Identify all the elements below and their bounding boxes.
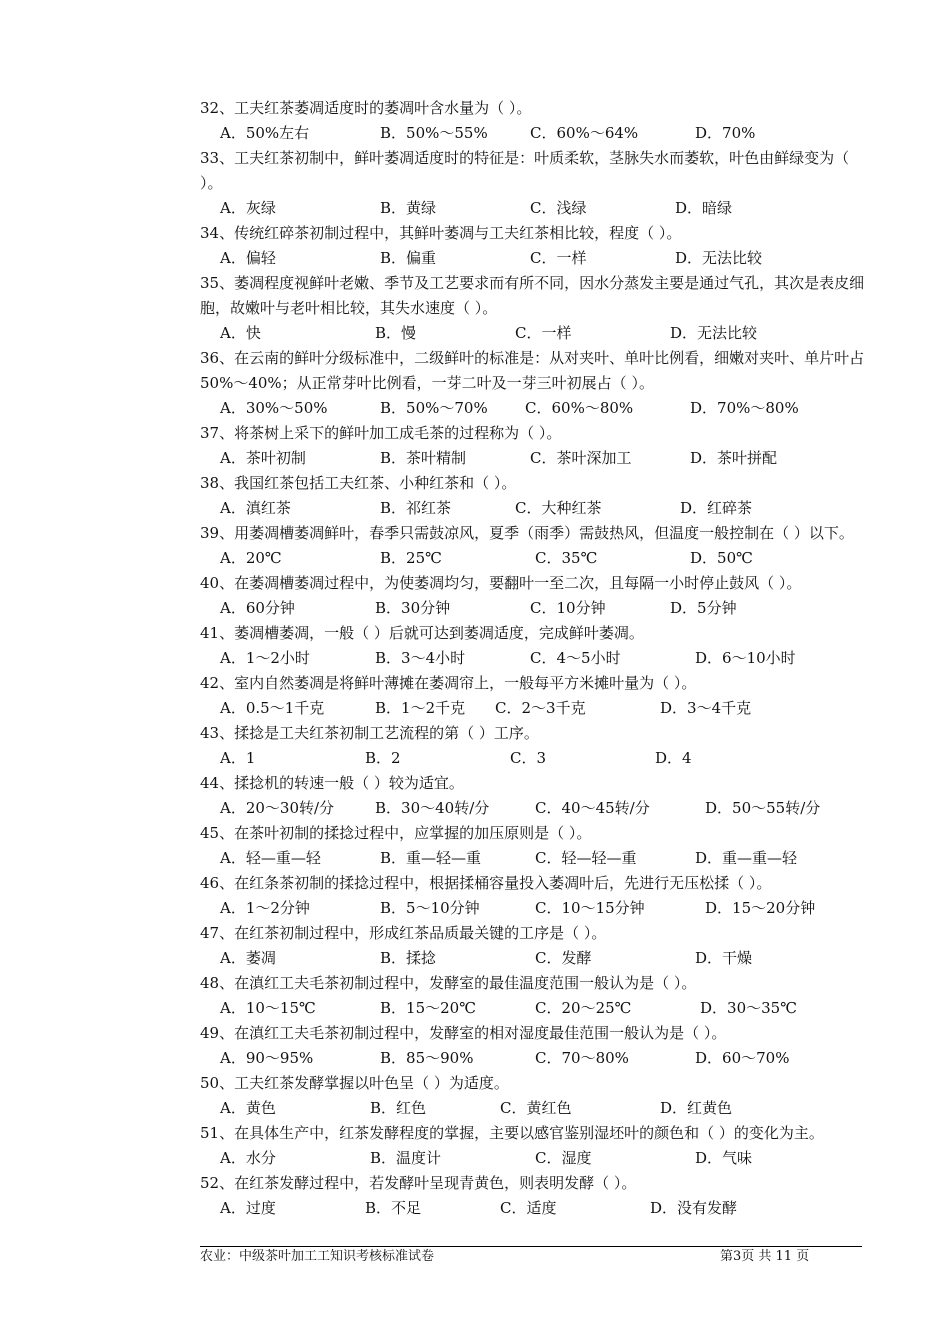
answer-option: A．1～2小时 [220, 649, 310, 667]
answer-option: A．1～2分钟 [220, 899, 310, 917]
answer-option: A．滇红茶 [220, 499, 291, 517]
answer-option: C．20～25℃ [535, 999, 632, 1017]
answer-option: C．轻—轻—重 [535, 849, 637, 867]
question-item [200, 871, 880, 921]
answer-option: C．3 [510, 749, 547, 767]
question-text: 38、我国红茶包括工夫红茶、小种红茶和（ ）。 [200, 474, 517, 492]
answer-option: B．祁红茶 [380, 499, 452, 517]
option-row [200, 396, 880, 421]
answer-option: D．70% [695, 124, 756, 142]
answer-option: B．50%～55% [380, 124, 488, 142]
answer-option: C．适度 [500, 1199, 557, 1217]
answer-option: A．10～15℃ [220, 999, 316, 1017]
question-item [200, 1121, 880, 1171]
question-text: 44、揉捻机的转速一般（ ）较为适宜。 [200, 774, 464, 792]
answer-option: D．气味 [695, 1149, 753, 1167]
answer-option: B．30～40转/分 [375, 799, 490, 817]
option-row [200, 196, 880, 221]
question-text: 32、工夫红茶萎凋适度时的萎凋叶含水量为（ ）。 [200, 99, 532, 117]
question-list [200, 96, 880, 1221]
answer-option: A．0.5～1千克 [220, 699, 325, 717]
option-row [200, 796, 880, 821]
option-row [200, 121, 880, 146]
answer-option: D．50～55转/分 [705, 799, 821, 817]
answer-option: D．3～4千克 [660, 699, 752, 717]
option-row [200, 1096, 880, 1121]
answer-option: A．偏轻 [220, 249, 276, 267]
answer-option: C．10分钟 [530, 599, 606, 617]
question-item [200, 521, 880, 571]
answer-option: A．90～95% [220, 1049, 314, 1067]
option-row [200, 246, 880, 271]
option-row [200, 846, 880, 871]
answer-option: C．60%～64% [530, 124, 639, 142]
question-text: 41、萎凋槽萎凋，一般（ ）后就可达到萎凋适度，完成鲜叶萎凋。 [200, 624, 644, 642]
answer-option: D．15～20分钟 [705, 899, 816, 917]
option-row [200, 496, 880, 521]
answer-option: B．偏重 [380, 249, 437, 267]
question-item [200, 721, 880, 771]
answer-option: A．快 [220, 324, 261, 342]
question-item [200, 821, 880, 871]
footer-title: 农业：中级茶叶加工工知识考核标准试卷 [200, 1249, 435, 1264]
question-item [200, 571, 880, 621]
question-item [200, 1171, 880, 1221]
answer-option: B．揉捻 [380, 949, 437, 967]
answer-option: A．轻—重—轻 [220, 849, 321, 867]
answer-option: A．灰绿 [220, 199, 276, 217]
answer-option: D．70%～80% [690, 399, 799, 417]
question-item [200, 421, 880, 471]
question-item [200, 621, 880, 671]
answer-option: C．浅绿 [530, 199, 587, 217]
answer-option: C．40～45转/分 [535, 799, 650, 817]
question-item [200, 1071, 880, 1121]
answer-option: A．50%左右 [220, 124, 310, 142]
question-text: 43、揉捻是工夫红茶初制工艺流程的第（ ）工序。 [200, 724, 539, 742]
question-item [200, 221, 880, 271]
option-row [200, 1196, 880, 1221]
answer-option: B．重—轻—重 [380, 849, 482, 867]
option-row [200, 646, 880, 671]
option-row [200, 1146, 880, 1171]
answer-option: D．没有发酵 [650, 1199, 738, 1217]
question-text: 34、传统红碎茶初制过程中，其鲜叶萎凋与工夫红茶相比较，程度（ ）。 [200, 224, 682, 242]
question-text: 35、萎凋程度视鲜叶老嫩、季节及工艺要求而有所不同，因水分蒸发主要是通过气孔，其次是表皮细胞，故嫩叶与老叶相比较，其失水速度（ ）。 [200, 274, 865, 317]
question-text: 39、用萎凋槽萎凋鲜叶，春季只需鼓凉风，夏季（雨季）需鼓热风，但温度一般控制在（ ）以下。 [200, 524, 854, 542]
answer-option: D．无法比较 [675, 249, 763, 267]
answer-option: C．发酵 [535, 949, 592, 967]
question-text: 33、工夫红茶初制中，鲜叶萎凋适度时的特征是：叶质柔软，茎脉失水而萎软，叶色由鲜绿变为（ ）。 [200, 149, 850, 192]
answer-option: C．茶叶深加工 [530, 449, 632, 467]
answer-option: D．重—重—轻 [695, 849, 798, 867]
question-text: 45、在茶叶初制的揉捻过程中，应掌握的加压原则是（ ）。 [200, 824, 592, 842]
answer-option: A．过度 [220, 1199, 276, 1217]
question-text: 49、在滇红工夫毛茶初制过程中，发酵室的相对湿度最佳范围一般认为是（ ）。 [200, 1024, 727, 1042]
answer-option: A．黄色 [220, 1099, 276, 1117]
option-row [200, 696, 880, 721]
answer-option: B．50%～70% [380, 399, 488, 417]
answer-option: B．不足 [365, 1199, 422, 1217]
question-text: 36、在云南的鲜叶分级标准中，二级鲜叶的标准是：从对夹叶、单叶比例看，细嫩对夹叶、单片叶占50%～40%；从正常芽叶比例看，一芽二叶及一芽三叶初展占（ ）。 [200, 349, 865, 392]
answer-option: D．红黄色 [660, 1099, 733, 1117]
answer-option: C．60%～80% [525, 399, 634, 417]
option-row [200, 896, 880, 921]
answer-option: D．50℃ [690, 549, 753, 567]
question-item [200, 771, 880, 821]
option-row [200, 596, 880, 621]
question-text: 37、将茶树上采下的鲜叶加工成毛茶的过程称为（ ）。 [200, 424, 562, 442]
option-row [200, 446, 880, 471]
option-row [200, 321, 880, 346]
answer-option: A．30%～50% [220, 399, 328, 417]
question-item [200, 146, 880, 221]
option-row [200, 1046, 880, 1071]
answer-option: C．70～80% [535, 1049, 629, 1067]
answer-option: A．1 [220, 749, 256, 767]
answer-option: B．15～20℃ [380, 999, 476, 1017]
question-text: 46、在红条茶初制的揉捻过程中，根据揉桶容量投入萎凋叶后，先进行无压松揉（ ）。 [200, 874, 772, 892]
question-item [200, 971, 880, 1021]
answer-option: A．萎凋 [220, 949, 276, 967]
answer-option: B．红色 [370, 1099, 427, 1117]
answer-option: D．30～35℃ [700, 999, 797, 1017]
answer-option: C．2～3千克 [495, 699, 586, 717]
question-text: 40、在萎凋槽萎凋过程中，为使萎凋均匀，要翻叶一至二次，且每隔一小时停止鼓风（ ）。 [200, 574, 802, 592]
answer-option: B．温度计 [370, 1149, 442, 1167]
answer-option: D．6～10小时 [695, 649, 796, 667]
answer-option: C．黄红色 [500, 1099, 572, 1117]
answer-option: A．60分钟 [220, 599, 295, 617]
question-text: 47、在红茶初制过程中，形成红茶品质最关键的工序是（ ）。 [200, 924, 607, 942]
question-text: 50、工夫红茶发酵掌握以叶色呈（ ）为适度。 [200, 1074, 509, 1092]
footer-page-number: 第3页 共 11 页 [720, 1249, 810, 1264]
option-row [200, 996, 880, 1021]
question-text: 52、在红茶发酵过程中，若发酵叶呈现青黄色，则表明发酵（ ）。 [200, 1174, 637, 1192]
question-item [200, 471, 880, 521]
answer-option: C．一样 [515, 324, 572, 342]
question-item [200, 271, 880, 346]
answer-option: B．2 [365, 749, 401, 767]
answer-option: D．60～70% [695, 1049, 790, 1067]
answer-option: B．慢 [375, 324, 417, 342]
answer-option: C．4～5小时 [530, 649, 621, 667]
answer-option: C．一样 [530, 249, 587, 267]
answer-option: B．30分钟 [375, 599, 451, 617]
answer-option: A．20℃ [220, 549, 282, 567]
question-item [200, 921, 880, 971]
answer-option: B．25℃ [380, 549, 442, 567]
answer-option: B．1～2千克 [375, 699, 466, 717]
answer-option: D．暗绿 [675, 199, 733, 217]
answer-option: B．5～10分钟 [380, 899, 480, 917]
question-item [200, 1021, 880, 1071]
answer-option: A．茶叶初制 [220, 449, 306, 467]
answer-option: D．4 [655, 749, 692, 767]
answer-option: B．85～90% [380, 1049, 474, 1067]
answer-option: B．3～4小时 [375, 649, 466, 667]
answer-option: B．黄绿 [380, 199, 437, 217]
option-row [200, 746, 880, 771]
answer-option: D．无法比较 [670, 324, 758, 342]
option-row [200, 946, 880, 971]
question-text: 42、室内自然萎凋是将鲜叶薄摊在萎凋帘上，一般每平方米摊叶量为（ ）。 [200, 674, 697, 692]
question-item [200, 96, 880, 146]
answer-option: D．茶叶拼配 [690, 449, 778, 467]
answer-option: B．茶叶精制 [380, 449, 467, 467]
option-row [200, 546, 880, 571]
answer-option: D．干燥 [695, 949, 753, 967]
question-text: 48、在滇红工夫毛茶初制过程中，发酵室的最佳温度范围一般认为是（ ）。 [200, 974, 697, 992]
footer-divider [200, 1246, 862, 1247]
answer-option: C．大种红茶 [515, 499, 602, 517]
answer-option: D．5分钟 [670, 599, 737, 617]
answer-option: C．35℃ [535, 549, 598, 567]
answer-option: A．水分 [220, 1149, 276, 1167]
answer-option: C．10～15分钟 [535, 899, 645, 917]
answer-option: D．红碎茶 [680, 499, 753, 517]
question-item [200, 671, 880, 721]
answer-option: C．湿度 [535, 1149, 592, 1167]
question-text: 51、在具体生产中，红茶发酵程度的掌握，主要以感官鉴别湿坯叶的颜色和（ ）的变化为主。 [200, 1124, 824, 1142]
question-item [200, 346, 880, 421]
answer-option: A．20～30转/分 [220, 799, 335, 817]
